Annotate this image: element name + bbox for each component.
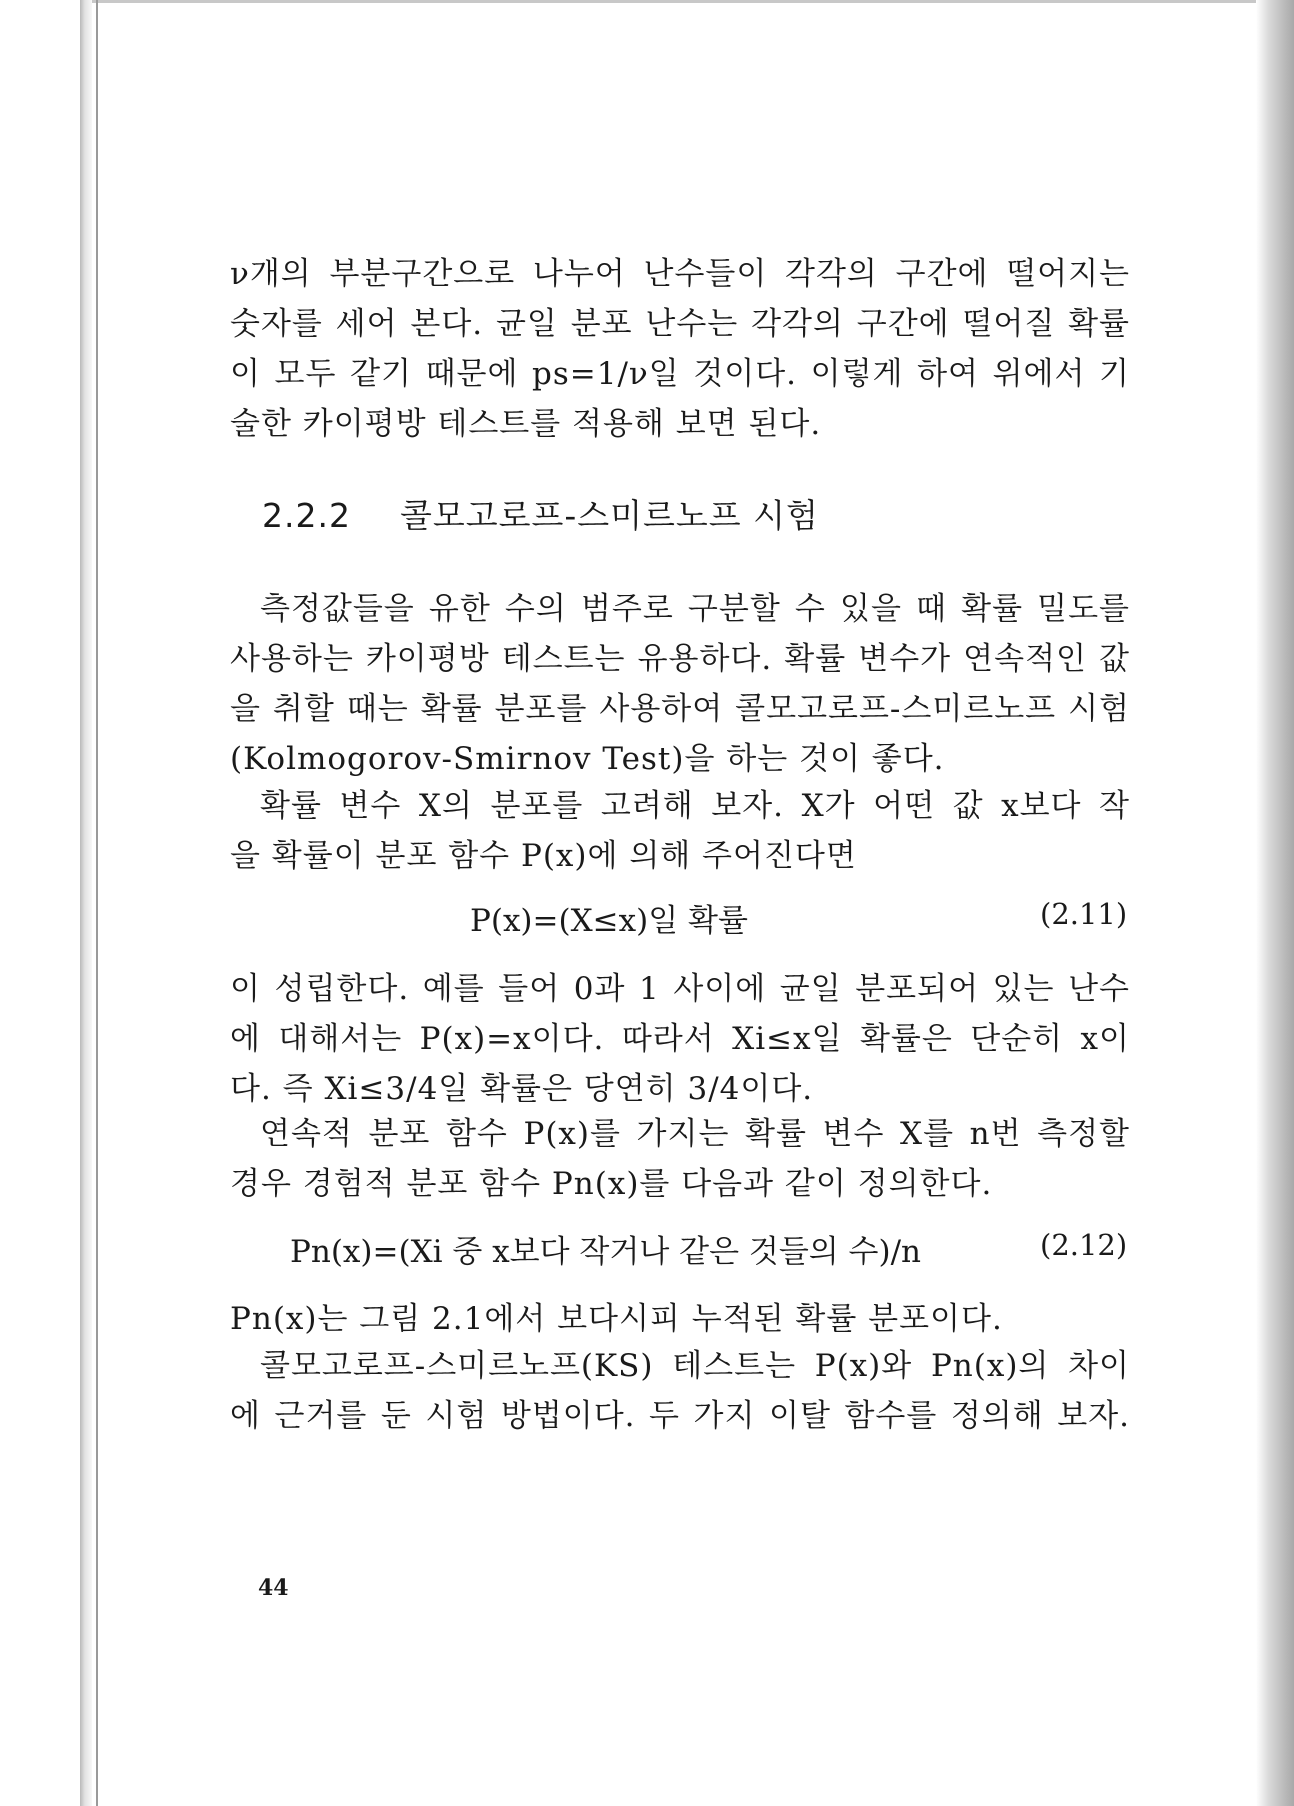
text-line: 다. 즉 Xi≤3/4일 확률은 당연히 3/4이다.	[230, 1071, 814, 1107]
text-line: 에 근거를 둔 시험 방법이다. 두 가지 이탈 함수를 정의해 보자.	[230, 1398, 1130, 1434]
text-line: 측정값들을 유한 수의 범주로 구분할 수 있을 때 확률 밀도를	[260, 591, 1130, 627]
text-line: 숫자를 세어 본다. 균일 분포 난수는 각각의 구간에 떨어질 확률	[230, 306, 1130, 342]
equation-number-2-12: (2.12)	[1040, 1228, 1128, 1262]
page-top-edge	[92, 0, 1256, 3]
text-line: Pn(x)는 그림 2.1에서 보다시피 누적된 확률 분포이다.	[230, 1301, 1003, 1337]
text-line: 확률 변수 X의 분포를 고려해 보자. X가 어떤 값 x보다 작	[260, 788, 1130, 824]
text-line: 을 확률이 분포 함수 P(x)에 의해 주어진다면	[230, 838, 857, 874]
text-line: 경우 경험적 분포 함수 Pn(x)를 다음과 같이 정의한다.	[230, 1166, 993, 1202]
text-line: 연속적 분포 함수 P(x)를 가지는 확률 변수 X를 n번 측정할	[260, 1116, 1130, 1152]
text-line: 을 취할 때는 확률 분포를 사용하여 콜모고로프-스미르노프 시험	[230, 691, 1130, 727]
page-binding-line	[96, 0, 98, 1806]
section-heading	[262, 490, 819, 537]
text-line: ν개의 부분구간으로 나누어 난수들이 각각의 구간에 떨어지는	[230, 256, 1130, 292]
page-number: 44	[258, 1575, 289, 1601]
text-line: 사용하는 카이평방 테스트는 유용하다. 확률 변수가 연속적인 값	[230, 641, 1130, 677]
text-line: 술한 카이평방 테스트를 적용해 보면 된다.	[230, 406, 822, 442]
text-line: 이 성립한다. 예를 들어 0과 1 사이에 균일 분포되어 있는 난수	[230, 971, 1130, 1007]
text-line: 에 대해서는 P(x)=x이다. 따라서 Xi≤x일 확률은 단순히 x이	[230, 1021, 1130, 1057]
equation-2-12: Pn(x)=(Xi 중 x보다 작거나 같은 것들의 수)/n	[290, 1234, 922, 1270]
page-right-shadow	[1256, 0, 1294, 1806]
page-binding-edge	[80, 0, 92, 1806]
section-title: 콜모고로프-스미르노프 시험	[399, 496, 819, 535]
equation-2-11: P(x)=(X≤x)일 확률	[470, 903, 748, 939]
equation-number-2-11: (2.11)	[1040, 897, 1128, 931]
text-line: 이 모두 같기 때문에 ps=1/ν일 것이다. 이렇게 하여 위에서 기	[230, 356, 1130, 392]
section-number: 2.2.2	[262, 496, 351, 535]
text-line: 콜모고로프-스미르노프(KS) 테스트는 P(x)와 Pn(x)의 차이	[260, 1348, 1130, 1384]
text-line: (Kolmogorov-Smirnov Test)을 하는 것이 좋다.	[230, 741, 945, 777]
